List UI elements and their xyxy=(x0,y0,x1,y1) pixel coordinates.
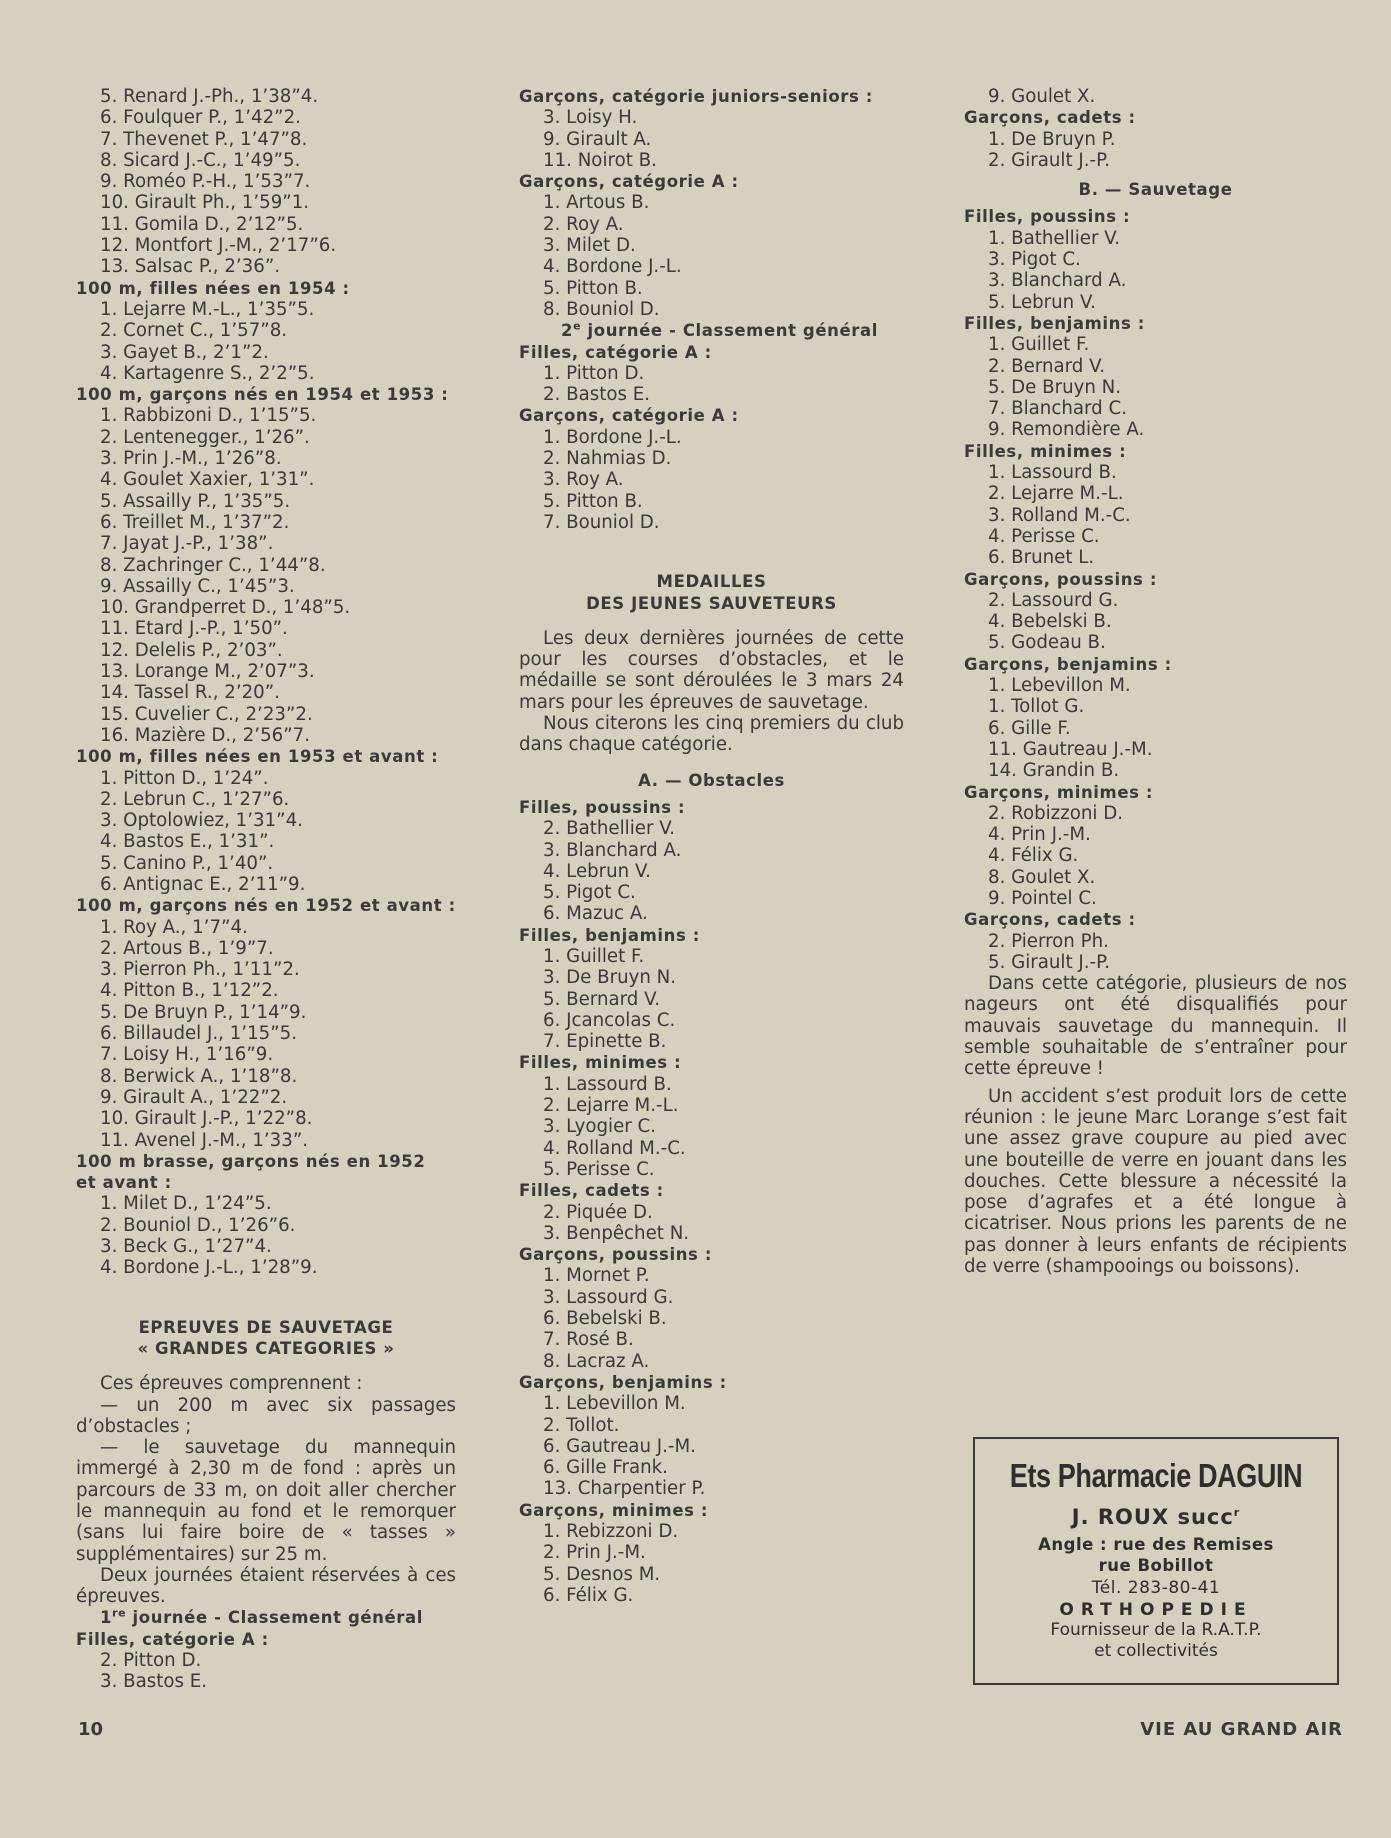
list-item: 3. Optolowiez, 1’31”4. xyxy=(100,810,303,832)
list-item: 3. Loisy H. xyxy=(543,107,638,129)
list-item: 2. Lentenegger., 1’26”. xyxy=(100,426,310,448)
list-item: 1. Lebevillon M. xyxy=(543,1393,686,1415)
list-item: 6. Brunet L. xyxy=(988,547,1095,569)
list-item: 2. Lejarre M.-L. xyxy=(988,483,1124,505)
paragraph: Deux journées étaient réservées à ces épreuves. xyxy=(76,1564,456,1608)
list-item: 2. Bouniol D., 1’26”6. xyxy=(100,1214,296,1236)
heading-filles-benjamins: Filles, benjamins : xyxy=(519,925,700,945)
heading-garcons-1954: 100 m, garçons nés en 1954 et 1953 : xyxy=(76,385,449,405)
list-item: 4. Rolland M.-C. xyxy=(543,1137,686,1159)
heading-garcons-poussins: Garçons, poussins : xyxy=(519,1245,713,1265)
column-1 xyxy=(76,86,456,1693)
list-item: 2. Girault J.-P. xyxy=(988,149,1111,171)
list-item: 4. Bordone J.-L. xyxy=(543,256,682,278)
list-item: 3. Pierron Ph., 1’11”2. xyxy=(100,959,300,981)
heading-filles-cat-a-2: Filles, catégorie A : xyxy=(519,342,712,362)
list-item: 3. Rolland M.-C. xyxy=(988,504,1131,526)
results-garcons-poussins xyxy=(519,1265,904,1371)
results-garcons-1954 xyxy=(76,405,456,746)
list-item: 2. Tollot. xyxy=(543,1414,620,1436)
list-item: 4. Pitton B., 1’12”2. xyxy=(100,980,279,1002)
list-item: 5. Lebrun V. xyxy=(988,291,1096,313)
heading-garcons-cadets: Garçons, cadets : xyxy=(964,108,1136,128)
section-b-sauvetage: B. — Sauvetage xyxy=(1078,180,1233,200)
list-item: 7. Rosé B. xyxy=(543,1329,634,1351)
list-item: 13. Charpentier P. xyxy=(543,1478,706,1500)
heading-filles-minimes: Filles, minimes : xyxy=(519,1053,682,1073)
list-item: 13. Lorange M., 2’07”3. xyxy=(100,661,315,683)
list-item: 1. Lebevillon M. xyxy=(988,675,1131,697)
list-item: 4. Prin J.-M. xyxy=(988,824,1091,846)
paragraph: — un 200 m avec six passages d’obstacles ; xyxy=(76,1394,456,1437)
list-item: 11. Etard J.-P., 1’50”. xyxy=(100,618,288,640)
list-item: 6. Félix G. xyxy=(543,1584,634,1606)
list-item: 5. Renard J.-Ph., 1’38”4. xyxy=(100,86,319,107)
list-item: 1. Bathellier V. xyxy=(988,227,1121,249)
list-item: 6. Gille F. xyxy=(988,717,1071,739)
list-item: 3. Gayet B., 2’1”2. xyxy=(100,341,269,363)
list-item: 5. Bernard V. xyxy=(543,988,660,1010)
list-item: 1. Pitton D., 1’24”. xyxy=(100,767,269,789)
list-item: 11. Gautreau J.-M. xyxy=(988,738,1153,760)
heading-brasse-1: 100 m brasse, garçons nés en 1952 xyxy=(76,1151,426,1171)
list-item: 2. Nahmias D. xyxy=(543,448,672,470)
heading-garcons-cat-a-2: Garçons, catégorie A : xyxy=(519,406,739,426)
list-item: 1. Guillet F. xyxy=(543,945,645,967)
results-filles-minimes xyxy=(964,462,1347,568)
list-item: 9. Girault A. xyxy=(543,128,652,150)
heading-garcons-benjamins: Garçons, benjamins : xyxy=(519,1372,727,1392)
heading-garcons-cat-a: Garçons, catégorie A : xyxy=(519,172,739,192)
list-item: 9. Assailly C., 1’45”3. xyxy=(100,575,295,597)
heading-filles-1954: 100 m, filles nées en 1954 : xyxy=(76,278,350,298)
list-item: 3. Benpêchet N. xyxy=(543,1222,690,1244)
list-item: 2. Bathellier V. xyxy=(543,818,676,840)
list-item: 5. De Bruyn P., 1’14”9. xyxy=(100,1001,307,1023)
list-item: 4. Lebrun V. xyxy=(543,860,651,882)
list-item: 8. Sicard J.-C., 1’49”5. xyxy=(100,149,301,171)
list-item: 5. Assailly P., 1’35”5. xyxy=(100,490,291,512)
list-item: 8. Zachringer C., 1’44”8. xyxy=(100,554,326,576)
results-filles-cadets xyxy=(519,1202,904,1245)
list-item: 1. Lejarre M.-L., 1’35”5. xyxy=(100,298,315,320)
results-garcons-benjamins xyxy=(519,1393,904,1499)
results-garcons-cat-a xyxy=(519,192,904,320)
list-item: 5. Canino P., 1’40”. xyxy=(100,852,274,874)
results-garcons-juniors-seniors xyxy=(519,107,904,171)
paragraph: Dans cette catégorie, plusieurs de nos nageurs ont été disqualifiés pour mauvais sauvetage du mannequin. Il semble souhaitable de s’entraîner pour cette épreuve ! xyxy=(964,973,1347,1080)
list-item: 7. Jayat J.-P., 1’38”. xyxy=(100,533,274,555)
list-item: 5. Desnos M. xyxy=(543,1563,661,1585)
list-item: 6. Mazuc A. xyxy=(543,903,648,925)
list-item: 3. Blanchard A. xyxy=(988,270,1127,292)
ad-specialty: ORTHOPEDIE xyxy=(1059,1600,1253,1620)
list-item: 2. Bernard V. xyxy=(988,355,1105,377)
ad-address-line-2: rue Bobillot xyxy=(1098,1556,1214,1575)
list-item: 5. De Bruyn N. xyxy=(988,376,1122,398)
list-item: 6. Antignac E., 2’11”9. xyxy=(100,873,306,895)
list-item: 6. Treillet M., 1’37”2. xyxy=(100,511,290,533)
results-filles-minimes xyxy=(519,1074,904,1180)
list-item: 6. Gautreau J.-M. xyxy=(543,1435,696,1457)
list-item: 3. Bastos E. xyxy=(100,1671,208,1693)
section-title-sauvetage-1: EPREUVES DE SAUVETAGE xyxy=(138,1317,394,1337)
heading-journee-1: 1re journée - Classement général xyxy=(100,1606,424,1628)
list-item: 10. Grandperret D., 1’48”5. xyxy=(100,597,351,619)
list-item: 5. Godeau B. xyxy=(988,632,1106,654)
list-item: 8. Lacraz A. xyxy=(543,1350,650,1372)
list-item: 2. Piquée D. xyxy=(543,1201,653,1223)
list-item: 3. Lassourd G. xyxy=(543,1286,674,1308)
list-item: 9. Remondière A. xyxy=(988,419,1145,441)
list-item: 3. Beck G., 1’27”4. xyxy=(100,1236,272,1258)
list-item: 5. Girault J.-P. xyxy=(988,951,1111,973)
list-item: 9. Goulet X. xyxy=(988,86,1096,107)
list-item: 4. Bastos E., 1’31”. xyxy=(100,831,275,853)
list-item: 7. Loisy H., 1’16”9. xyxy=(100,1044,274,1066)
heading-filles-cadets: Filles, cadets : xyxy=(519,1181,664,1201)
list-item: 7. Thevenet P., 1’47”8. xyxy=(100,128,308,150)
list-item: 4. Bordone J.-L., 1’28”9. xyxy=(100,1257,318,1279)
heading-garcons-poussins: Garçons, poussins : xyxy=(964,569,1158,589)
list-item: 8. Berwick A., 1’18”8. xyxy=(100,1065,298,1087)
results-garcons-cadets-2 xyxy=(964,931,1347,974)
list-item: 9. Pointel C. xyxy=(988,887,1097,909)
results-garcons-cadets xyxy=(964,129,1347,172)
ad-supplier-line-2: et collectivités xyxy=(1094,1641,1218,1661)
medailles-description xyxy=(519,628,904,756)
section-title-medailles-1: MEDAILLES xyxy=(656,572,767,592)
list-item: 4. Perisse C. xyxy=(988,525,1100,547)
list-item: 6. Bebelski B. xyxy=(543,1308,667,1330)
list-item: 1. Roy A., 1’7”4. xyxy=(100,916,248,938)
list-item: 3. Milet D. xyxy=(543,235,636,257)
list-item: 1. Pitton D. xyxy=(543,362,645,384)
results-garcons-benjamins xyxy=(964,675,1347,781)
section-title-medailles-2: DES JEUNES SAUVETEURS xyxy=(586,593,837,613)
list-item: 7. Epinette B. xyxy=(543,1031,667,1053)
heading-garcons-minimes: Garçons, minimes : xyxy=(964,782,1154,802)
ad-supplier-line-1: Fournisseur de la R.A.T.P. xyxy=(1050,1620,1262,1640)
list-item: 8. Bouniol D. xyxy=(543,298,660,320)
heading-filles-benjamins: Filles, benjamins : xyxy=(964,313,1145,333)
list-item: 4. Félix G. xyxy=(988,845,1079,867)
results-garcons-minimes xyxy=(519,1521,904,1606)
list-item: 3. Prin J.-M., 1’26”8. xyxy=(100,448,282,470)
ad-business-name: Ets Pharmacie DAGUIN xyxy=(1009,1457,1303,1494)
paragraph: Un accident s’est produit lors de cette réunion : le jeune Marc Lorange s’est fait une assez grave coupure au pied avec une bouteille de verre en jouant dans les douches. Cette blessure a nécessité la pose d’agrafes et a été longue à cicatriser. Nous prions les parents de ne pas donner à leurs enfants de récipients de verre (shampooings ou boissons). xyxy=(964,1085,1347,1278)
results-garcons-cat-a-2 xyxy=(519,427,904,533)
paragraph: — le sauvetage du mannequin immergé à 2,30 m de fond : après un parcours de 33 m, on doit aller chercher le mannequin au fond et le remorquer (sans lui faire boire de « tasses » supplémentaires) sur 25 m. xyxy=(76,1437,456,1565)
list-item: 1. Tollot G. xyxy=(988,696,1085,718)
list-item: 1. Artous B. xyxy=(543,192,650,214)
results-filles-1954 xyxy=(76,299,456,384)
paragraph: Ces épreuves comprennent : xyxy=(100,1373,363,1395)
pharmacy-advertisement xyxy=(973,1437,1339,1685)
list-item: 10. Girault J.-P., 1’22”8. xyxy=(100,1108,313,1130)
column-2 xyxy=(519,86,904,1606)
section-a-obstacles: A. — Obstacles xyxy=(638,770,785,790)
list-item: 5. Pigot C. xyxy=(543,882,636,904)
list-item: 1. Mornet P. xyxy=(543,1265,650,1287)
list-item: 2. Pierron Ph. xyxy=(988,930,1109,952)
results-garcons-minimes xyxy=(964,803,1347,909)
list-item: 1. Bordone J.-L. xyxy=(543,426,682,448)
list-item: 9. Girault A., 1’22”2. xyxy=(100,1086,288,1108)
list-item: 12. Delelis P., 2’03”. xyxy=(100,639,283,661)
paragraph: Nous citerons les cinq premiers du club dans chaque catégorie. xyxy=(519,713,904,756)
list-item: 3. Blanchard A. xyxy=(543,839,682,861)
sauvetage-description xyxy=(76,1373,456,1607)
list-item: 11. Noirot B. xyxy=(543,149,657,171)
heading-journee-2: 2e journée - Classement général xyxy=(561,319,879,341)
heading-brasse-2: et avant : xyxy=(76,1173,172,1193)
list-item: 14. Tassel R., 2’20”. xyxy=(100,682,280,704)
page-number: 10 xyxy=(78,1719,104,1740)
list-item: 2. Bastos E. xyxy=(543,384,651,406)
heading-garcons-minimes: Garçons, minimes : xyxy=(519,1500,709,1520)
results-filles-benjamins xyxy=(519,946,904,1052)
list-item: 6. Foulquer P., 1’42”2. xyxy=(100,107,301,129)
list-item: 6. Jcancolas C. xyxy=(543,1009,676,1031)
list-item: 4. Goulet Xaxier, 1’31”. xyxy=(100,469,315,491)
list-item: 3. Roy A. xyxy=(543,469,624,491)
results-filles-benjamins xyxy=(964,334,1347,440)
list-item: 2. Prin J.-M. xyxy=(543,1542,646,1564)
list-item: 15. Cuvelier C., 2’23”2. xyxy=(100,703,313,725)
results-filles-cat-a-2 xyxy=(519,363,904,406)
list-item: 2. Lejarre M.-L. xyxy=(543,1095,679,1117)
paragraph: Les deux dernières journées de cette pour les courses d’obstacles, et le médaille se sont déroulées le 3 mars 24 mars pour les épreuves de sauvetage. xyxy=(519,627,904,713)
list-item: 11. Gomila D., 2’12”5. xyxy=(100,213,304,235)
list-item: 5. Perisse C. xyxy=(543,1158,655,1180)
list-item: 3. De Bruyn N. xyxy=(543,967,677,989)
magazine-name: VIE AU GRAND AIR xyxy=(1140,1719,1343,1740)
heading-filles-cat-a: Filles, catégorie A : xyxy=(76,1629,269,1649)
results-garcons-1952 xyxy=(76,917,456,1151)
list-item: 2. Lebrun C., 1’27”6. xyxy=(100,788,290,810)
list-item: 6. Billaudel J., 1’15”5. xyxy=(100,1023,297,1045)
heading-garcons-1952: 100 m, garçons nés en 1952 et avant : xyxy=(76,896,456,916)
results-continued xyxy=(964,86,1347,107)
list-item: 5. Pitton B. xyxy=(543,490,643,512)
ad-address-line-1: Angle : rue des Remises xyxy=(1038,1535,1274,1554)
list-item: 13. Salsac P., 2’36”. xyxy=(100,256,281,278)
heading-garcons-cadets-2: Garçons, cadets : xyxy=(964,910,1136,930)
heading-garcons-juniors-seniors: Garçons, catégorie juniors-seniors : xyxy=(519,87,873,106)
heading-filles-poussins: Filles, poussins : xyxy=(519,797,686,817)
list-item: 7. Bouniol D. xyxy=(543,511,660,533)
list-item: 2. Robizzoni D. xyxy=(988,802,1124,824)
list-item: 1. Rebizzoni D. xyxy=(543,1521,679,1542)
list-item: 7. Blanchard C. xyxy=(988,398,1127,420)
results-filles-poussins xyxy=(519,818,904,924)
list-item: 11. Avenel J.-M., 1’33”. xyxy=(100,1129,309,1151)
list-item: 12. Montfort J.-M., 2’17”6. xyxy=(100,235,337,257)
list-item: 10. Girault Ph., 1’59”1. xyxy=(100,192,310,214)
list-item: 1. Milet D., 1’24”5. xyxy=(100,1193,272,1215)
results-garcons-poussins xyxy=(964,590,1347,654)
heading-filles-minimes: Filles, minimes : xyxy=(964,441,1127,461)
list-item: 2. Cornet C., 1’57”8. xyxy=(100,320,288,342)
list-item: 4. Kartagenre S., 2’2”5. xyxy=(100,362,315,384)
list-item: 3. Lyogier C. xyxy=(543,1116,657,1138)
list-item: 2. Roy A. xyxy=(543,213,624,235)
list-item: 5. Pitton B. xyxy=(543,277,643,299)
ad-owner: J. ROUX succ$^r$ xyxy=(1071,1505,1241,1529)
results-filles-1953 xyxy=(76,768,456,896)
column-3 xyxy=(964,86,1347,1277)
list-item: 16. Mazière D., 2’56”7. xyxy=(100,724,310,746)
heading-filles-poussins: Filles, poussins : xyxy=(964,207,1131,227)
heading-filles-1953: 100 m, filles nées en 1953 et avant : xyxy=(76,747,439,767)
results-brasse xyxy=(76,1193,456,1278)
list-item: 1. Guillet F. xyxy=(988,334,1090,356)
list-item: 6. Gille Frank. xyxy=(543,1457,668,1479)
list-item: 2. Artous B., 1’9”7. xyxy=(100,937,274,959)
results-list-continued xyxy=(76,86,456,278)
results-filles-cat-a xyxy=(76,1650,456,1693)
list-item: 14. Grandin B. xyxy=(988,760,1120,782)
list-item: 2. Pitton D. xyxy=(100,1650,202,1672)
list-item: 2. Lassourd G. xyxy=(988,589,1119,611)
list-item: 9. Roméo P.-H., 1’53”7. xyxy=(100,171,311,193)
list-item: 8. Goulet X. xyxy=(988,866,1096,888)
ad-telephone: Tél. 283-80-41 xyxy=(1091,1578,1221,1598)
list-item: 1. Lassourd B. xyxy=(543,1073,672,1095)
section-title-sauvetage-2: « GRANDES CATEGORIES » xyxy=(137,1338,395,1358)
results-filles-poussins xyxy=(964,228,1347,313)
list-item: 4. Bebelski B. xyxy=(988,611,1112,633)
commentary xyxy=(964,973,1347,1277)
list-item: 1. Lassourd B. xyxy=(988,462,1117,484)
heading-garcons-benjamins: Garçons, benjamins : xyxy=(964,654,1172,674)
list-item: 1. Rabbizoni D., 1’15”5. xyxy=(100,405,317,427)
list-item: 1. De Bruyn P. xyxy=(988,128,1116,150)
list-item: 3. Pigot C. xyxy=(988,249,1081,271)
